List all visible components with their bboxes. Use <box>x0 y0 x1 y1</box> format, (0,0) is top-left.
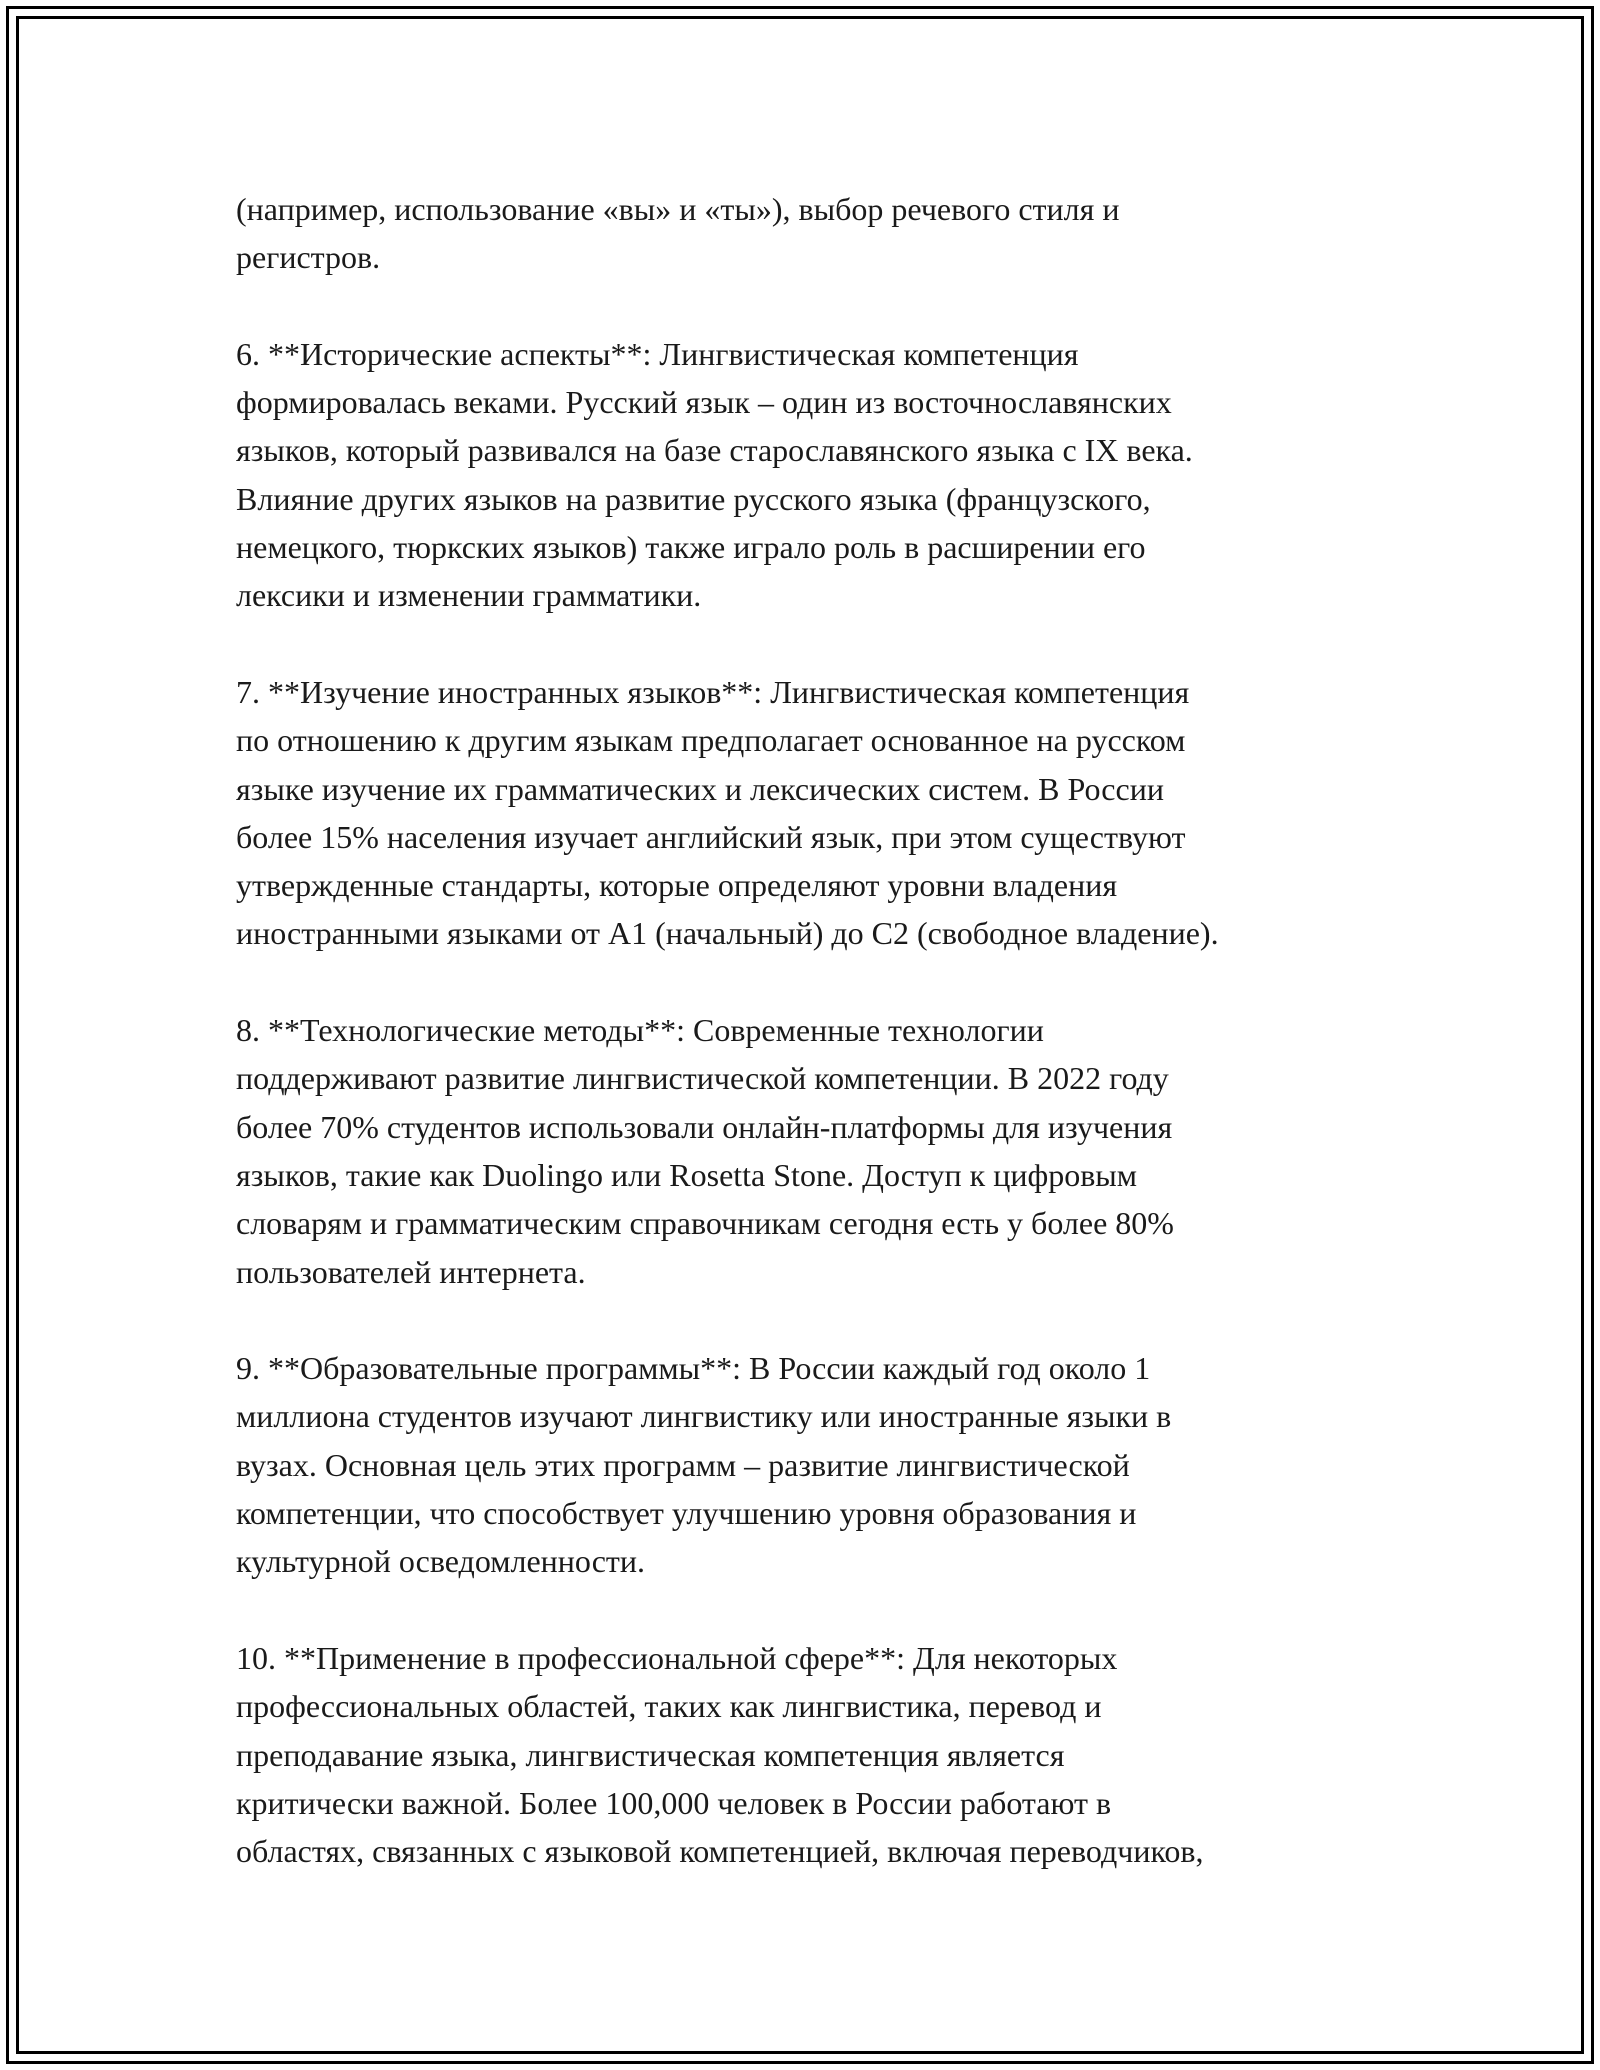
text-line: 8. **Технологические методы**: Современные технологии <box>236 1012 1044 1049</box>
text-line: словарям и грамматическим справочникам сегодня есть у более 80% <box>236 1205 1174 1242</box>
text-line: преподавание языка, лингвистическая компетенция является <box>236 1736 1065 1773</box>
text-line: Влияние других языков на развитие русского языка (французского, <box>236 480 1151 517</box>
text-line: 7. **Изучение иностранных языков**: Лингвистическая компетенция <box>236 673 1190 710</box>
text-line: вузах. Основная цель этих программ – развитие лингвистической <box>236 1446 1130 1483</box>
text-line: областях, связанных с языковой компетенцией, включая переводчиков, <box>236 1833 1204 1870</box>
text-line: поддерживают развитие лингвистической компетенции. В 2022 году <box>236 1060 1169 1097</box>
paragraph-gap <box>236 1296 1416 1344</box>
text-line: утвержденные стандарты, которые определяют уровни владения <box>236 867 1118 904</box>
text-line: по отношению к другим языкам предполагает основанное на русском <box>236 722 1186 759</box>
paragraph-gap <box>236 958 1416 1006</box>
text-line: языков, такие как Duolingo или Rosetta Stone. Доступ к цифровым <box>236 1156 1138 1193</box>
paragraph-gap <box>236 282 1416 330</box>
paragraph-item-6 <box>236 330 1416 620</box>
text-line: регистров. <box>236 239 381 276</box>
text-line: иностранными языками от A1 (начальный) до C2 (свободное владение). <box>236 915 1219 952</box>
text-line: 6. **Исторические аспекты**: Лингвистическая компетенция <box>236 335 1079 372</box>
text-line: языков, который развивался на базе старославянского языка с IX века. <box>236 432 1193 469</box>
text-line: немецкого, тюркских языков) также играло роль в расширении его <box>236 529 1146 566</box>
text-line: 9. **Образовательные программы**: В России каждый год около 1 <box>236 1350 1151 1387</box>
paragraph-intro-continuation <box>236 185 1416 282</box>
document-body <box>236 185 1416 1875</box>
text-line: миллиона студентов изучают лингвистику или иностранные языки в <box>236 1398 1172 1435</box>
text-line: более 15% населения изучает английский язык, при этом существуют <box>236 818 1186 855</box>
text-line: языке изучение их грамматических и лексических систем. В России <box>236 770 1164 807</box>
text-line: профессиональных областей, таких как лингвистика, перевод и <box>236 1688 1102 1725</box>
paragraph-item-8 <box>236 1006 1416 1296</box>
text-line: более 70% студентов использовали онлайн-платформы для изучения <box>236 1108 1173 1145</box>
text-line: культурной осведомленности. <box>236 1543 645 1580</box>
paragraph-gap <box>236 620 1416 668</box>
text-line: компетенции, что способствует улучшению уровня образования и <box>236 1495 1137 1532</box>
text-line: 10. **Применение в профессиональной сфере**: Для некоторых <box>236 1639 1118 1676</box>
paragraph-gap <box>236 1586 1416 1634</box>
paragraph-item-7 <box>236 668 1416 958</box>
text-line: формировалась веками. Русский язык – один из восточнославянских <box>236 384 1172 421</box>
text-line: пользователей интернета. <box>236 1253 586 1290</box>
text-line: критически важной. Более 100,000 человек в России работают в <box>236 1784 1112 1821</box>
text-line: лексики и изменении грамматики. <box>236 577 702 614</box>
paragraph-item-9 <box>236 1344 1416 1585</box>
paragraph-item-10 <box>236 1634 1416 1875</box>
text-line: (например, использование «вы» и «ты»), выбор речевого стиля и <box>236 191 1120 227</box>
